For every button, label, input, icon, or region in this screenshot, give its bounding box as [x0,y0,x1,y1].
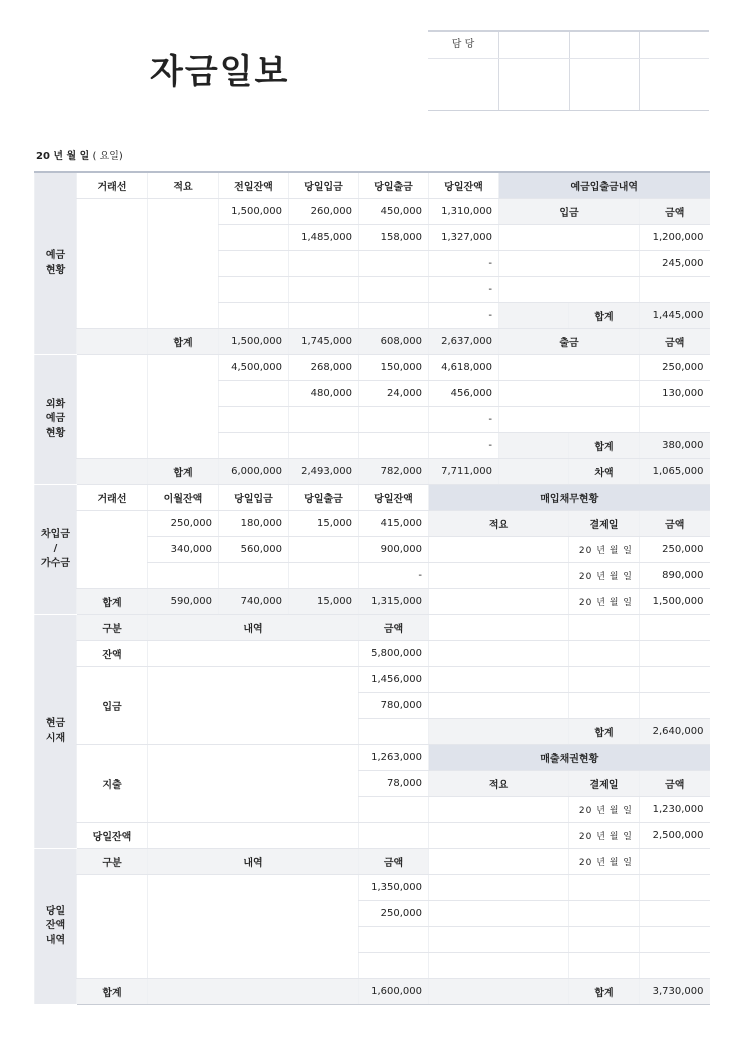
table-cell [499,251,640,277]
table-cell [219,303,289,329]
header-cell: 당일잔액 [359,485,429,511]
amount-cell: - [429,251,499,277]
amount-cell: 480,000 [289,381,359,407]
table-cell [148,641,359,667]
table-cell [429,875,569,901]
header-cell: 당일입금 [289,172,359,199]
amount-cell: 250,000 [148,511,219,537]
table-cell [429,615,569,641]
table-cell [219,277,289,303]
table-cell [148,199,219,329]
header-cell: 입금 [499,199,640,225]
header-cell: 합계 [148,329,219,355]
header-cell: 당일잔액 [77,823,148,849]
section-loan: 차입금 / 가수금 [35,485,77,615]
header-cell: 당일출금 [289,485,359,511]
header-cell: 이월잔액 [148,485,219,511]
table-cell [359,251,429,277]
amount-cell: 260,000 [289,199,359,225]
table-cell [359,407,429,433]
amount-cell: - [429,407,499,433]
table-cell [499,459,569,485]
amount-cell: 1,327,000 [429,225,499,251]
table-cell [289,303,359,329]
table-cell [148,823,359,849]
table-cell [359,303,429,329]
table-cell: 20 년 월 일 [569,849,640,875]
table-cell [640,615,710,641]
header-cell: 금액 [359,615,429,641]
header-cell: 잔액 [77,641,148,667]
table-cell [77,355,148,459]
header-cell: 금액 [640,199,710,225]
amount-cell: 900,000 [359,537,429,563]
header-cell: 결제일 [569,511,640,537]
amount-cell: 6,000,000 [219,459,289,485]
table-cell [640,641,710,667]
amount-cell: 245,000 [640,251,710,277]
table-cell [219,381,289,407]
approval-label: 담 당 [451,39,475,50]
table-cell [429,537,569,563]
header-cell: 합계 [569,719,640,745]
amount-cell: 150,000 [359,355,429,381]
table-cell [499,225,640,251]
table-cell [77,875,148,979]
table-cell: 20 년 월 일 [569,823,640,849]
header-cell: 구분 [77,615,148,641]
table-cell [148,979,359,1005]
section-daybal: 당일 잔액 내역 [35,849,77,1005]
amount-cell: 2,500,000 [640,823,710,849]
amount-cell: - [429,303,499,329]
table-cell [640,693,710,719]
amount-cell: 250,000 [359,901,429,927]
amount-cell: 590,000 [148,589,219,615]
amount-cell [219,225,289,251]
amount-cell: 1,200,000 [640,225,710,251]
table-cell [77,459,148,485]
table-cell [289,433,359,459]
table-cell [499,355,640,381]
table-cell [359,277,429,303]
header-cell: 금액 [359,849,429,875]
amount-cell: 1,500,000 [640,589,710,615]
header-cell: 적요 [429,511,569,537]
table-cell [499,277,640,303]
header-cell: 전일잔액 [219,172,289,199]
table-cell [640,901,710,927]
amount-cell: 250,000 [640,537,710,563]
header-cell: 합계 [148,459,219,485]
section-cash: 현금 시재 [35,615,77,849]
amount-cell: 1,230,000 [640,797,710,823]
header-cell: 구분 [77,849,148,875]
header-cell: 적요 [148,172,219,199]
header-cell: 합계 [77,589,148,615]
amount-cell: 15,000 [289,589,359,615]
amount-cell: 740,000 [219,589,289,615]
table-cell [359,823,429,849]
amount-cell: 4,618,000 [429,355,499,381]
amount-cell: 2,640,000 [640,719,710,745]
amount-cell: 268,000 [289,355,359,381]
amount-cell: 180,000 [219,511,289,537]
amount-cell: 1,445,000 [640,303,710,329]
amount-cell: 2,493,000 [289,459,359,485]
header-cell: 당일출금 [359,172,429,199]
table-cell [219,563,289,589]
header-cell: 합계 [569,303,640,329]
header-cell: 금액 [640,329,710,355]
table-cell: 20 년 월 일 [569,589,640,615]
header-cell: 금액 [640,771,710,797]
header-cell: 금액 [640,511,710,537]
amount-cell: 1,500,000 [219,199,289,225]
table-cell [359,797,429,823]
table-cell [77,511,148,589]
table-cell [569,641,640,667]
amount-cell: 456,000 [429,381,499,407]
amount-cell [640,849,710,875]
table-cell [148,667,359,745]
table-cell [429,589,569,615]
amount-cell: 3,730,000 [640,979,710,1005]
page-title: 자금일보 [150,52,290,92]
table-cell [569,927,640,953]
table-cell [148,875,359,979]
table-cell [569,615,640,641]
section-deposit: 예금 현황 [35,172,77,355]
amount-cell: 1,350,000 [359,875,429,901]
amount-cell: 560,000 [219,537,289,563]
header-cell: 당일잔액 [429,172,499,199]
amount-cell: 1,485,000 [289,225,359,251]
table-cell [148,745,359,823]
table-cell: 20 년 월 일 [569,537,640,563]
amount-cell: - [429,277,499,303]
table-cell [359,927,429,953]
table-cell [148,355,219,459]
header-cell: 합계 [77,979,148,1005]
amount-cell: 340,000 [148,537,219,563]
table-cell [499,381,640,407]
table-cell [499,407,640,433]
amount-cell: 1,263,000 [359,745,429,771]
header-cell: 거래선 [77,485,148,511]
bond-title: 매출채권현황 [429,745,710,771]
amount-cell: 1,745,000 [289,329,359,355]
table-cell: 20 년 월 일 [569,797,640,823]
approval-box [428,30,709,111]
header-cell: 내역 [148,615,359,641]
header-cell: 합계 [569,979,640,1005]
amount-cell: 380,000 [640,433,710,459]
header-cell: 합계 [569,433,640,459]
table-cell [429,667,569,693]
amount-cell: 608,000 [359,329,429,355]
table-cell [569,667,640,693]
table-cell [289,407,359,433]
amount-cell: 4,500,000 [219,355,289,381]
amount-cell: 450,000 [359,199,429,225]
header-cell: 당일입금 [219,485,289,511]
table-cell [569,901,640,927]
header-cell: 내역 [148,849,359,875]
amount-cell: 1,310,000 [429,199,499,225]
table-cell [640,875,710,901]
table-cell [640,927,710,953]
amount-cell: 24,000 [359,381,429,407]
amount-cell: - [429,433,499,459]
table-cell [219,407,289,433]
amount-cell: 1,315,000 [359,589,429,615]
table-cell [77,199,148,329]
table-cell [429,979,569,1005]
table-cell [219,251,289,277]
table-cell [429,719,569,745]
header-cell: 출금 [499,329,640,355]
amount-cell: 7,711,000 [429,459,499,485]
debt-title: 매입채무현황 [429,485,710,511]
table-cell [569,953,640,979]
amount-cell: 1,600,000 [359,979,429,1005]
header-cell: 적요 [429,771,569,797]
amount-cell: 2,637,000 [429,329,499,355]
header-cell: 입금 [77,667,148,745]
table-cell [359,953,429,979]
table-cell [429,797,569,823]
amount-cell: 5,800,000 [359,641,429,667]
header-cell: 결제일 [569,771,640,797]
table-cell [429,563,569,589]
table-cell [429,641,569,667]
table-cell [429,901,569,927]
table-cell [429,823,569,849]
table-cell [429,849,569,875]
amount-cell: 782,000 [359,459,429,485]
table-cell [77,329,148,355]
amount-cell: 1,065,000 [640,459,710,485]
amount-cell: - [359,563,429,589]
amount-cell: 130,000 [640,381,710,407]
amount-cell: 78,000 [359,771,429,797]
table-cell [359,433,429,459]
table-cell [569,875,640,901]
table-cell [429,953,569,979]
table-cell [219,433,289,459]
amount-cell: 890,000 [640,563,710,589]
table-cell [569,693,640,719]
date-line: 20 년 월 일 ( 요일) [36,151,123,162]
table-cell [289,537,359,563]
table-cell [289,251,359,277]
table-cell [499,303,569,329]
amount-cell: 415,000 [359,511,429,537]
amount-cell: 250,000 [640,355,710,381]
fund-daily-report-table [34,171,710,1005]
amount-cell: 15,000 [289,511,359,537]
table-cell [289,563,359,589]
table-cell: 20 년 월 일 [569,563,640,589]
table-cell [640,953,710,979]
amount-cell: 1,500,000 [219,329,289,355]
table-cell [359,719,429,745]
table-cell [640,667,710,693]
table-cell [429,693,569,719]
amount-cell: 158,000 [359,225,429,251]
table-cell [148,563,219,589]
header-cell: 차액 [569,459,640,485]
amount-cell: 1,456,000 [359,667,429,693]
table-cell [289,277,359,303]
amount-cell [640,277,710,303]
header-cell: 거래선 [77,172,148,199]
table-cell [429,927,569,953]
section-fx: 외화 예금 현황 [35,355,77,485]
table-cell [499,433,569,459]
amount-cell [640,407,710,433]
flow-title: 예금입출금내역 [499,172,710,199]
header-cell: 지출 [77,745,148,823]
amount-cell: 780,000 [359,693,429,719]
